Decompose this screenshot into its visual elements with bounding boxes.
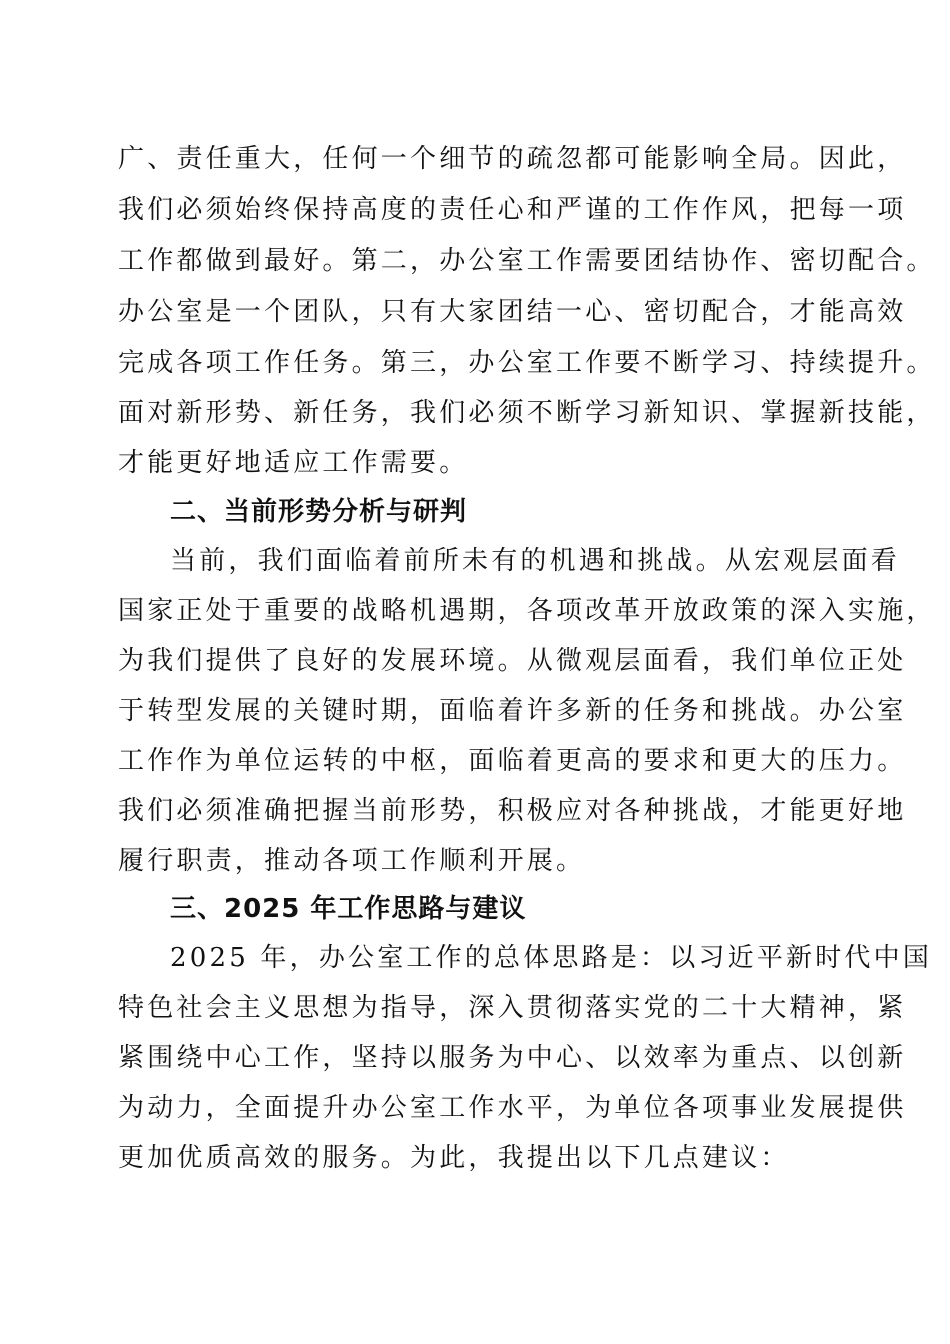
paragraph-line: 于转型发展的关键时期，面临着许多新的任务和挑战。办公室 bbox=[118, 696, 907, 726]
paragraph-line: 特色社会主义思想为指导，深入贯彻落实党的二十大精神，紧 bbox=[118, 993, 907, 1023]
paragraph-line: 更加优质高效的服务。为此，我提出以下几点建议： bbox=[118, 1143, 790, 1173]
paragraph-line: 广、责任重大，任何一个细节的疏忽都可能影响全局。因此， bbox=[118, 144, 907, 174]
paragraph-line: 面对新形势、新任务，我们必须不断学习新知识、掌握新技能， bbox=[118, 398, 936, 428]
paragraph-line: 我们必须始终保持高度的责任心和严谨的工作作风，把每一项 bbox=[118, 195, 907, 225]
paragraph-line: 工作作为单位运转的中枢，面临着更高的要求和更大的压力。 bbox=[118, 746, 907, 776]
paragraph-line: 为我们提供了良好的发展环境。从微观层面看，我们单位正处 bbox=[118, 646, 907, 676]
paragraph-line: 国家正处于重要的战略机遇期，各项改革开放政策的深入实施， bbox=[118, 596, 936, 626]
section-heading-2: 二、当前形势分析与研判 bbox=[170, 497, 468, 527]
paragraph-line: 工作都做到最好。第二，办公室工作需要团结协作、密切配合。 bbox=[118, 246, 936, 276]
paragraph-line: 完成各项工作任务。第三，办公室工作要不断学习、持续提升。 bbox=[118, 348, 936, 378]
paragraph-line: 2025 年，办公室工作的总体思路是：以习近平新时代中国 bbox=[170, 943, 933, 973]
paragraph-line: 履行职责，推动各项工作顺利开展。 bbox=[118, 846, 586, 876]
paragraph-line: 为动力，全面提升办公室工作水平，为单位各项事业发展提供 bbox=[118, 1093, 907, 1123]
paragraph-line: 我们必须准确把握当前形势，积极应对各种挑战，才能更好地 bbox=[118, 796, 907, 826]
paragraph-line: 当前，我们面临着前所未有的机遇和挑战。从宏观层面看 bbox=[170, 546, 901, 576]
paragraph-line: 紧围绕中心工作，坚持以服务为中心、以效率为重点、以创新 bbox=[118, 1043, 907, 1073]
paragraph-line: 办公室是一个团队，只有大家团结一心、密切配合，才能高效 bbox=[118, 297, 907, 327]
section-heading-3: 三、2025 年工作思路与建议 bbox=[170, 894, 527, 924]
paragraph-line: 才能更好地适应工作需要。 bbox=[118, 448, 469, 478]
